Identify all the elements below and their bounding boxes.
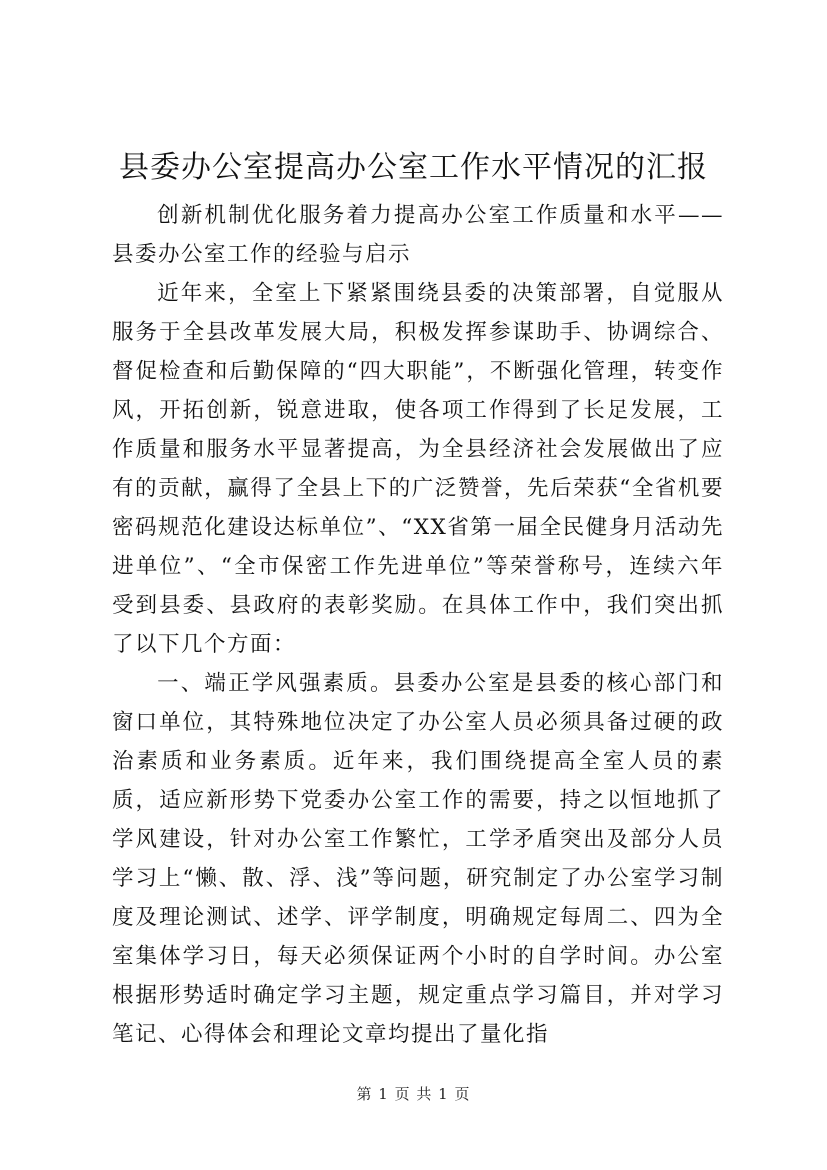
intro-paragraph: 近年来，全室上下紧紧围绕县委的决策部署，自觉服从服务于全县改革发展大局，积极发挥参谋助手、协调综合、督促检查和后勤保障的“四大职能”，不断强化管理，转变作风，开拓创新，锐意进取，使各项工作得到了长足发展，工作质量和服务水平显著提高，为全县经济社会发展做出了应有的贡献，赢得了全县上下的广泛赞誉，先后荣获“全省机要密码规范化建设达标单位”、“XX省第一届全民健身月活动先进单位”、“全市保密工作先进单位”等荣誉称号，连续六年受到县委、县政府的表彰奖励。在具体工作中，我们突出抓了以下几个方面： [112, 281, 724, 657]
document-title: 县委办公室提高办公室工作水平情况的汇报 [119, 150, 708, 185]
document-body [112, 196, 724, 1054]
page-footer: 第 1 页 共 1 页 [356, 1085, 471, 1103]
subtitle-paragraph: 创新机制优化服务着力提高办公室工作质量和水平——县委办公室工作的经验与启示 [112, 203, 724, 267]
section-one-paragraph: 一、端正学风强素质。县委办公室是县委的核心部门和窗口单位，其特殊地位决定了办公室人员必须具备过硬的政治素质和业务素质。近年来，我们围绕提高全室人员的素质，适应新形势下党委办公室工作的需要，持之以恒地抓了学风建设，针对办公室工作繁忙，工学矛盾突出及部分人员学习上“懒、散、浮、浅”等问题，研究制定了办公室学习制度及理论测试、述学、评学制度，明确规定每周二、四为全室集体学习日，每天必须保证两个小时的自学时间。办公室根据形势适时确定学习主题，规定重点学习篇目，并对学习笔记、心得体会和理论文章均提出了量化指 [112, 671, 724, 1047]
